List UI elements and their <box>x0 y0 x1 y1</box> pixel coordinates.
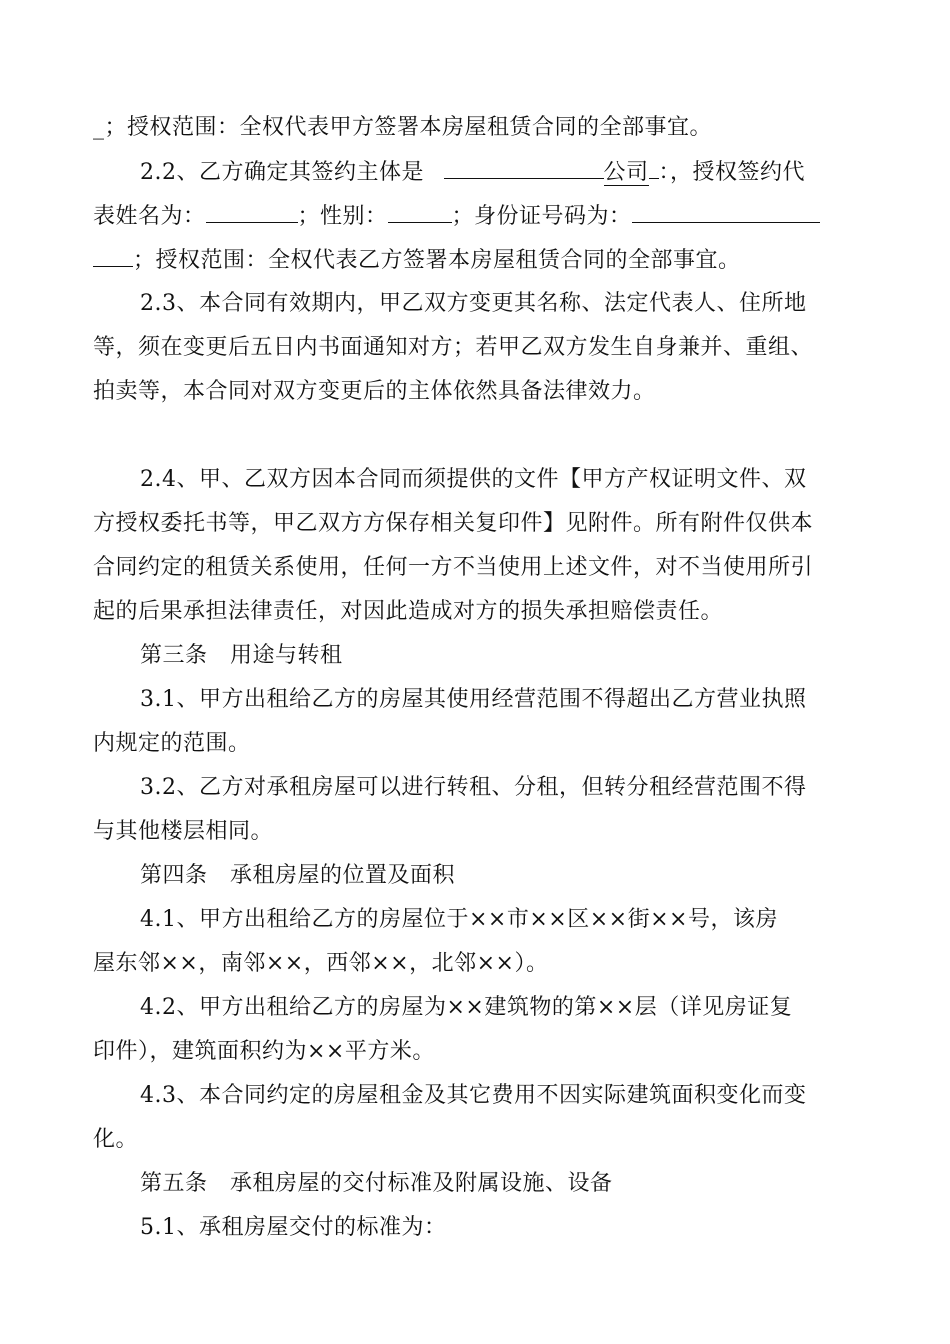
clause-4-2-line <box>140 990 792 1026</box>
clause-4-1-line <box>140 902 778 938</box>
text-line <box>93 506 813 542</box>
clause-4-3-text-cont: 化。 <box>93 1127 139 1152</box>
gender-blank <box>388 198 452 223</box>
clause-4-3-line <box>140 1078 807 1114</box>
clause-2-4-text-cont: 合同约定的租赁关系使用，任何一方不当使用上述文件，对不当使用所引 <box>93 555 814 580</box>
company-label: 公司 <box>603 160 649 185</box>
clause-5-1-line <box>140 1210 447 1246</box>
clause-3-2-line <box>140 770 807 806</box>
clause-2-3-text-cont: 等，须在变更后五日内书面通知对方；若甲乙双方发生自身兼并、重组、 <box>93 335 814 360</box>
gender-label: ；性别： <box>297 204 388 229</box>
authority-scope-party-b: ；授权范围：全权代表乙方签署本房屋租赁合同的全部事宜。 <box>133 248 741 273</box>
article-3-title: 第三条 用途与转租 <box>140 643 343 668</box>
text-line <box>93 946 548 982</box>
clause-2-3-text-cont: 拍卖等，本合同对双方变更后的主体依然具备法律效力。 <box>93 379 656 404</box>
clause-4-1-text: 4.1、甲方出租给乙方的房屋位于××市××区××街××号，该房 <box>140 907 778 932</box>
text-line <box>93 814 273 850</box>
clause-3-1-text-cont: 内规定的范围。 <box>93 731 251 756</box>
clause-2-3-line <box>140 286 807 322</box>
text-line <box>93 1122 138 1158</box>
clause-3-1-text: 3.1、甲方出租给乙方的房屋其使用经营范围不得超出乙方营业执照 <box>140 687 807 712</box>
clause-4-2-text: 4.2、甲方出租给乙方的房屋为××建筑物的第××层（详见房证复 <box>140 995 793 1020</box>
clause-3-2-text: 3.2、乙方对承租房屋可以进行转租、分租，但转分租经营范围不得 <box>140 775 807 800</box>
clause-4-1-text-cont: 屋东邻××，南邻××，西邻××，北邻××）。 <box>93 951 549 976</box>
text-line <box>93 374 656 410</box>
text-line <box>93 594 723 630</box>
signing-entity-blank <box>444 154 604 179</box>
article-5-heading <box>140 1166 613 1202</box>
clause-2-4-text-cont: 方授权委托书等，甲乙双方方保存相关复印件】见附件。所有附件仅供本 <box>93 511 814 536</box>
article-4-heading <box>140 858 455 894</box>
representative-info-line <box>93 198 820 234</box>
text-line <box>93 726 251 762</box>
clause-2-2-text: 2.2、乙方确定其签约主体是 <box>140 160 424 185</box>
clause-2-3-text: 2.3、本合同有效期内，甲乙双方变更其名称、法定代表人、住所地 <box>140 291 807 316</box>
clause-5-1-text: 5.1、承租房屋交付的标准为： <box>140 1215 447 1240</box>
id-number-blank-continued <box>93 242 133 267</box>
article-4-title: 第四条 承租房屋的位置及面积 <box>140 863 456 888</box>
authority-scope-party-a: _；授权范围：全权代表甲方签署本房屋租赁合同的全部事宜。 <box>93 115 713 140</box>
text-line <box>93 1034 435 1070</box>
clause-2-4-line <box>140 462 807 498</box>
article-5-title: 第五条 承租房屋的交付标准及附属设施、设备 <box>140 1171 613 1196</box>
clause-2-2-line <box>140 154 805 190</box>
text-line <box>93 242 741 278</box>
clause-3-1-line <box>140 682 807 718</box>
id-number-blank <box>632 198 820 223</box>
text-line <box>93 550 813 586</box>
text-line <box>93 330 813 366</box>
clause-3-2-text-cont: 与其他楼层相同。 <box>93 819 274 844</box>
id-number-label: ；身份证号码为： <box>451 204 632 229</box>
text-line <box>93 110 712 146</box>
clause-2-4-text: 2.4、甲、乙双方因本合同而须提供的文件【甲方产权证明文件、双 <box>140 467 807 492</box>
representative-name-blank <box>206 198 298 223</box>
clause-2-2-tail: ：，授权签约代 <box>658 160 806 185</box>
signing-entity-blank-end <box>649 154 659 179</box>
clause-4-2-text-cont: 印件），建筑面积约为××平方米。 <box>93 1039 435 1064</box>
clause-2-4-text-cont: 起的后果承担法律责任，对因此造成对方的损失承担赔偿责任。 <box>93 599 724 624</box>
representative-name-label: 表姓名为： <box>93 204 206 229</box>
clause-4-3-text: 4.3、本合同约定的房屋租金及其它费用不因实际建筑面积变化而变 <box>140 1083 807 1108</box>
article-3-heading <box>140 638 343 674</box>
